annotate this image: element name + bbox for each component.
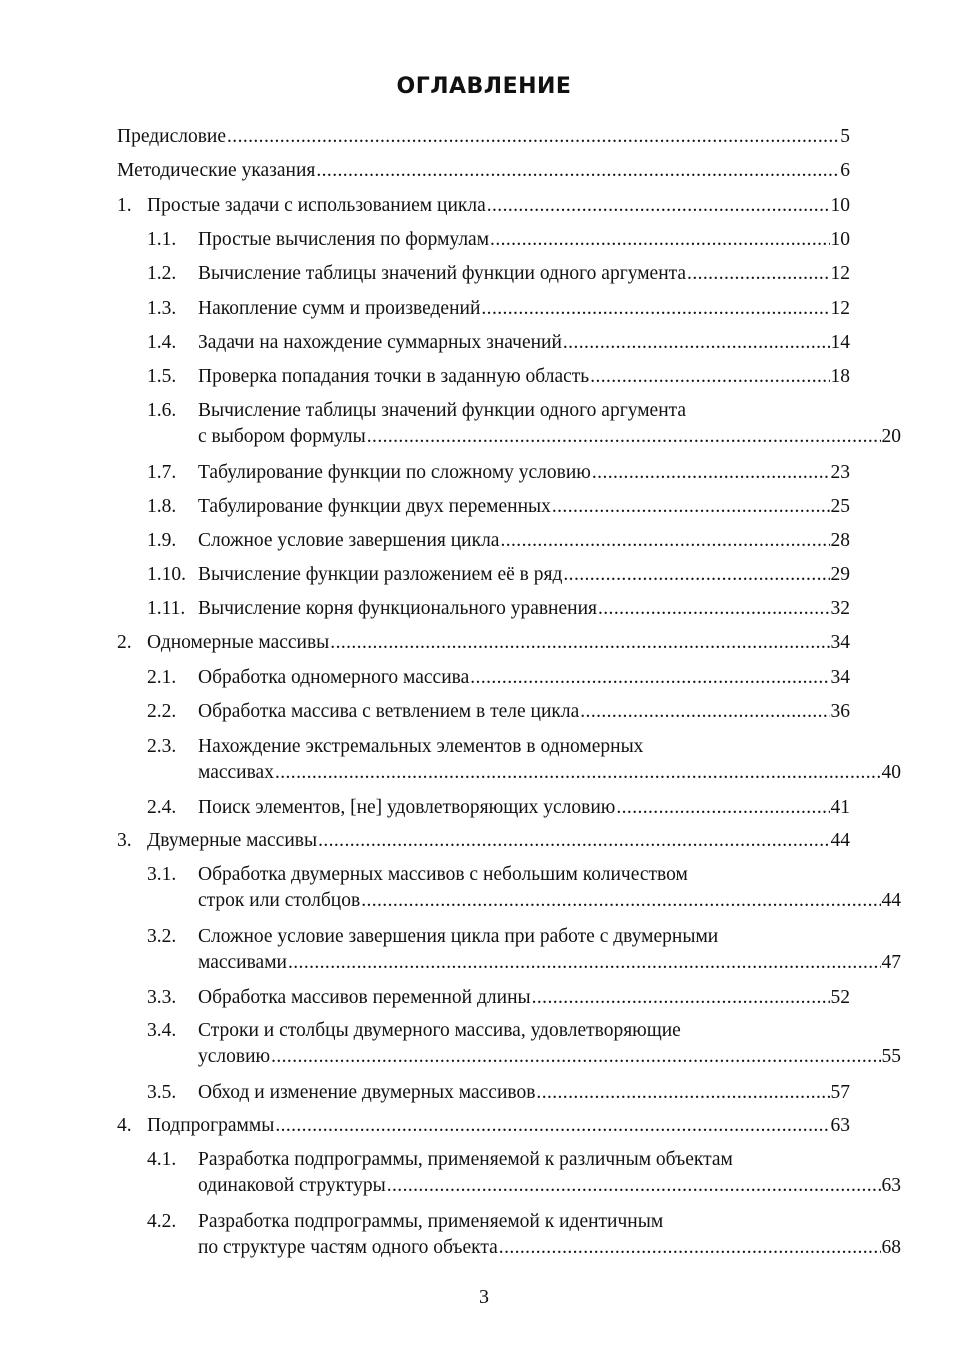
toc-entry-title: с выбором формулы <box>198 426 366 447</box>
toc-entry-page: 40 <box>881 762 901 783</box>
toc-entry-page: 47 <box>881 952 901 973</box>
toc-entry-title: Обработка массивов переменной длины <box>198 987 531 1008</box>
toc-entry-page: 34 <box>830 667 850 688</box>
toc-entry-page: 23 <box>830 462 850 483</box>
toc-entry-page: 18 <box>830 366 850 387</box>
toc-entry-number: 1.4. <box>147 332 177 353</box>
toc-entry-number: 3.2. <box>147 926 177 947</box>
toc-entry-title: Табулирование функции по сложному условию <box>198 462 591 483</box>
toc-entry-title: по структуре частям одного объекта <box>198 1237 498 1258</box>
toc-entry-page: 52 <box>830 987 850 1008</box>
dot-leader <box>580 699 829 725</box>
dot-leader <box>563 330 830 356</box>
dot-leader <box>470 665 829 691</box>
toc-entry-title: Задачи на нахождение суммарных значений <box>198 332 562 353</box>
dot-leader <box>275 760 881 786</box>
dot-leader <box>361 888 880 914</box>
dot-leader <box>316 158 839 184</box>
toc-entry-title: Предисловие <box>117 126 227 147</box>
toc-entry-number: 4.1. <box>147 1149 177 1170</box>
toc-entry-title: Простые вычисления по формулам <box>198 229 490 250</box>
toc-entry-title: Сложное условие завершения цикла при работе с двумерными <box>198 926 719 947</box>
toc-entry-page: 57 <box>830 1082 850 1103</box>
dot-leader <box>552 494 830 520</box>
dot-leader <box>536 1080 829 1106</box>
toc-entry-page: 14 <box>830 332 850 353</box>
toc-entry-number: 1. <box>117 195 132 216</box>
dot-leader <box>500 528 829 554</box>
toc-entry-page: 68 <box>881 1237 901 1258</box>
toc-entry-number: 1.2. <box>147 263 177 284</box>
toc-entry-number: 1.11. <box>147 598 186 619</box>
toc-entry-page: 28 <box>830 530 850 551</box>
toc-entry-number: 1.5. <box>147 366 177 387</box>
toc-entry-number: 1.7. <box>147 462 177 483</box>
dot-leader <box>687 261 829 287</box>
toc-entry-page: 10 <box>830 229 850 250</box>
toc-entry-title: Табулирование функции двух переменных <box>198 496 551 517</box>
toc-entry-number: 2. <box>117 632 132 653</box>
toc-entry-page: 20 <box>881 426 901 447</box>
toc-entry-title: Обход и изменение двумерных массивов <box>198 1082 536 1103</box>
toc-entry-title: Двумерные массивы <box>147 830 318 851</box>
toc-entry-title: Методические указания <box>117 160 316 181</box>
toc-entry-title: Сложное условие завершения цикла <box>198 530 500 551</box>
dot-leader <box>490 227 829 253</box>
dot-leader <box>387 1173 881 1199</box>
toc-entry-number: 3. <box>117 830 132 851</box>
toc-entry-page: 63 <box>830 1115 850 1136</box>
toc-entry-page: 55 <box>881 1046 901 1067</box>
toc-entry-number: 3.4. <box>147 1020 177 1041</box>
dot-leader <box>590 364 829 390</box>
dot-leader <box>481 296 829 322</box>
toc-entry-page: 25 <box>830 496 850 517</box>
toc-entry-title: Поиск элементов, [не] удовлетворяющих условию <box>198 797 616 818</box>
toc-entry-title: Разработка подпрограммы, применяемой к различным объектам <box>198 1149 733 1170</box>
dot-leader <box>563 562 829 588</box>
toc-entry-title: Вычисление функции разложением её в ряд <box>198 564 563 585</box>
toc-entry-title: Проверка попадания точки в заданную область <box>198 366 590 387</box>
toc-entry-page: 6 <box>840 160 850 181</box>
toc-entry-title: Вычисление таблицы значений функции одного аргумента <box>198 400 687 421</box>
dot-leader <box>227 124 839 150</box>
toc-entry-page: 5 <box>840 126 850 147</box>
toc-entry-page: 12 <box>830 263 850 284</box>
toc-entry-title: Одномерные массивы <box>147 632 330 653</box>
toc-entry-page: 44 <box>881 890 901 911</box>
toc-entry-title: Подпрограммы <box>147 1115 275 1136</box>
page-number: 3 <box>479 1286 489 1308</box>
dot-leader <box>318 828 829 854</box>
toc-entry-number: 1.6. <box>147 400 177 421</box>
page-title: ОГЛАВЛЕНИЕ <box>396 74 572 99</box>
toc-entry-title: Вычисление корня функционального уравнения <box>198 598 597 619</box>
toc-entry-title: Обработка массива с ветвлением в теле цикла <box>198 701 580 722</box>
dot-leader <box>330 630 829 656</box>
toc-entry-page: 29 <box>830 564 850 585</box>
toc-entry-title: Обработка двумерных массивов с небольшим количеством <box>198 864 688 885</box>
toc-entry-page: 44 <box>830 830 850 851</box>
toc-entry-number: 2.4. <box>147 797 177 818</box>
toc-entry-number: 2.2. <box>147 701 177 722</box>
toc-entry-title: Нахождение экстремальных элементов в одномерных <box>198 736 644 757</box>
toc-entry-page: 41 <box>830 797 850 818</box>
toc-entry-title: Накопление сумм и произведений <box>198 298 481 319</box>
dot-leader <box>271 1044 880 1070</box>
toc-entry-title: одинаковой структуры <box>198 1175 386 1196</box>
toc-entry-title: Строки и столбцы двумерного массива, удовлетворяющие <box>198 1020 681 1041</box>
toc-entry-page: 12 <box>830 298 850 319</box>
toc-entry-number: 3.5. <box>147 1082 177 1103</box>
toc-entry-page: 34 <box>830 632 850 653</box>
toc-entry-number: 4. <box>117 1115 132 1136</box>
toc-entry-page: 32 <box>830 598 850 619</box>
toc-entry-number: 1.3. <box>147 298 177 319</box>
toc-entry-number: 2.1. <box>147 667 177 688</box>
toc-entry-title: Обработка одномерного массива <box>198 667 470 688</box>
toc-entry-title: массивах <box>198 762 274 783</box>
dot-leader <box>616 795 829 821</box>
toc-entry-number: 1.8. <box>147 496 177 517</box>
toc-entry-number: 1.9. <box>147 530 177 551</box>
toc-entry-page: 63 <box>881 1175 901 1196</box>
toc-entry-page: 10 <box>830 195 850 216</box>
dot-leader <box>499 1235 881 1261</box>
toc-entry-number: 3.1. <box>147 864 177 885</box>
dot-leader <box>592 460 830 486</box>
dot-leader <box>487 193 830 219</box>
toc-entry-title: Простые задачи с использованием цикла <box>147 195 486 216</box>
dot-leader <box>367 424 881 450</box>
toc-entry-title: Вычисление таблицы значений функции одного аргумента <box>198 263 687 284</box>
dot-leader <box>288 950 881 976</box>
toc-entry-title: условию <box>198 1046 271 1067</box>
dot-leader <box>275 1113 829 1139</box>
toc-entry-title: строк или столбцов <box>198 890 361 911</box>
toc-entry-title: массивами <box>198 952 287 973</box>
dot-leader <box>532 985 830 1011</box>
toc-entry-number: 1.10. <box>147 564 186 585</box>
toc-entry-page: 36 <box>830 701 850 722</box>
dot-leader <box>598 596 830 622</box>
toc-entry-number: 4.2. <box>147 1211 177 1232</box>
toc-entry-title: Разработка подпрограммы, применяемой к идентичным <box>198 1211 664 1232</box>
toc-entry-number: 1.1. <box>147 229 177 250</box>
toc-entry-number: 2.3. <box>147 736 177 757</box>
toc-entry-number: 3.3. <box>147 987 177 1008</box>
